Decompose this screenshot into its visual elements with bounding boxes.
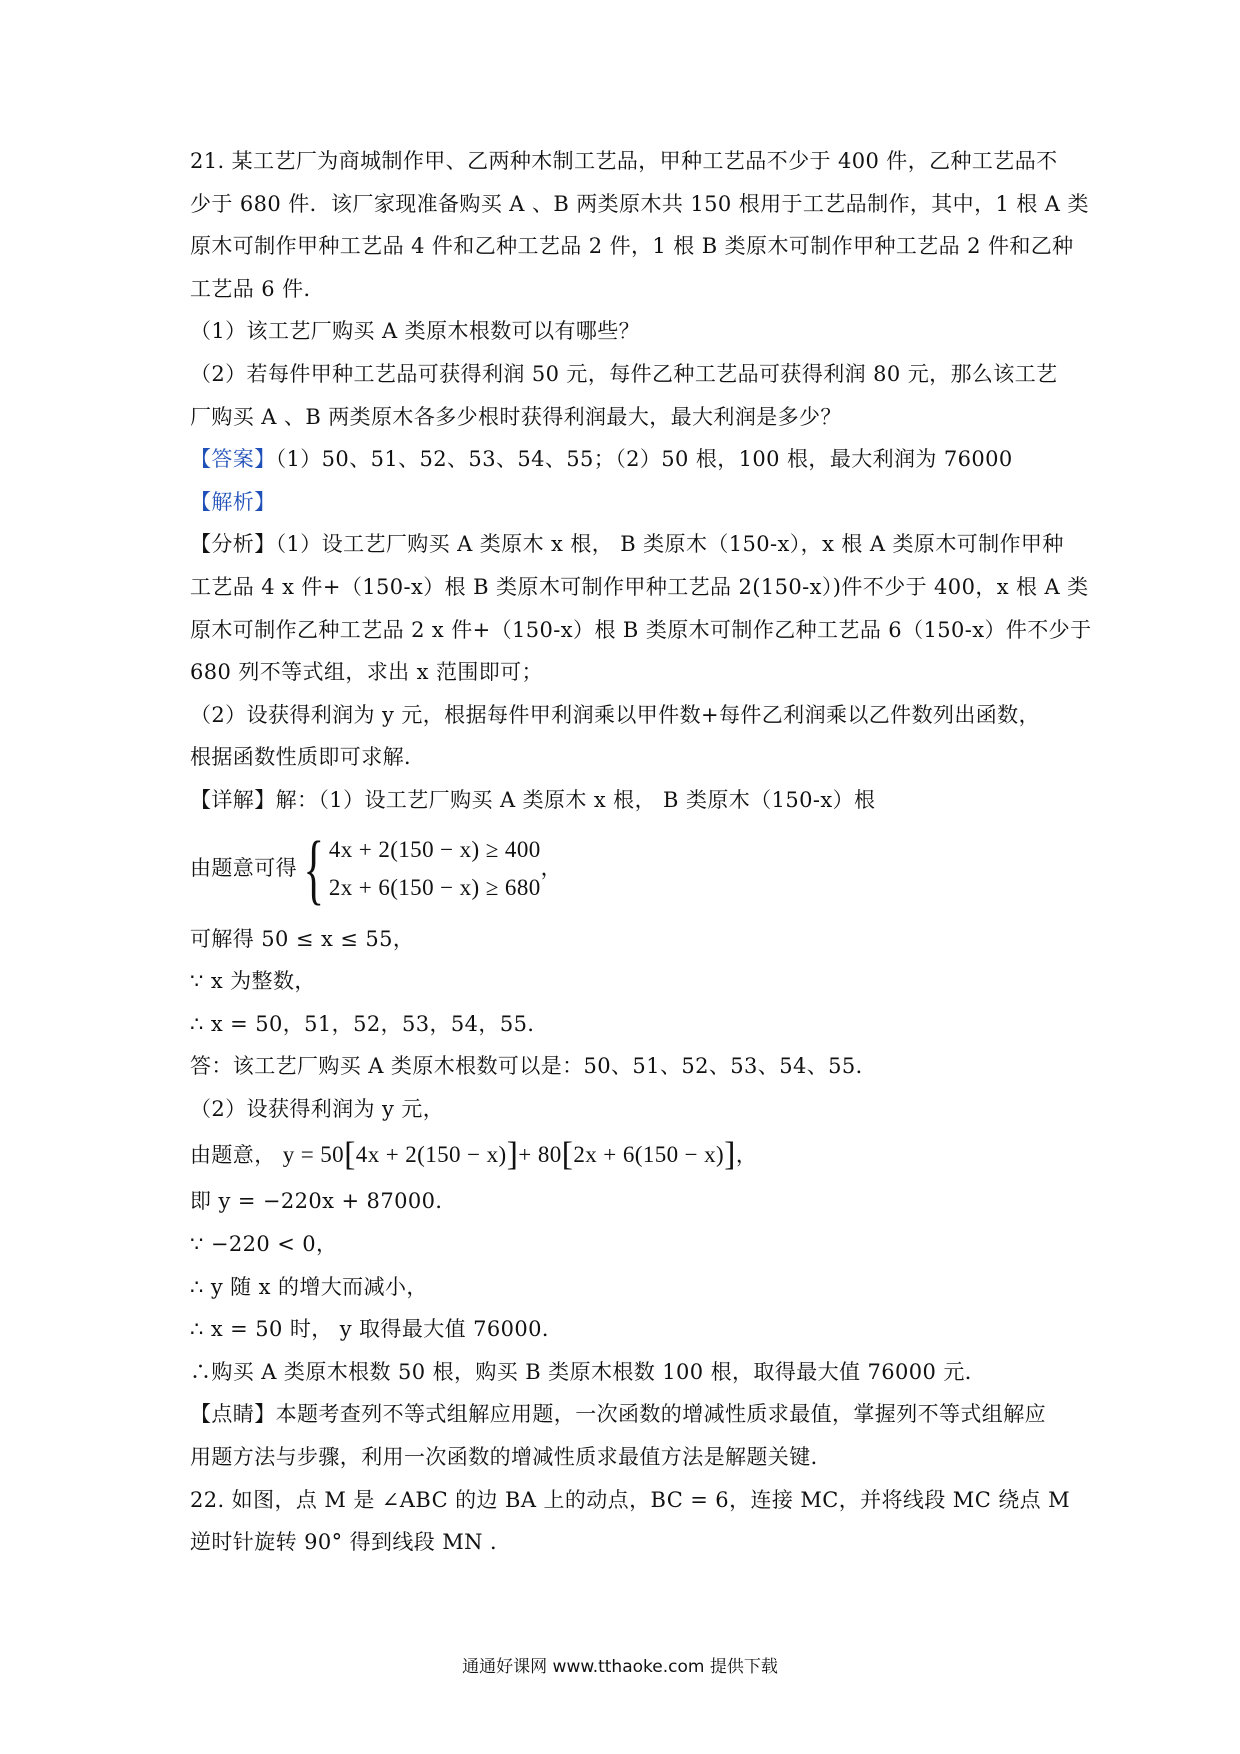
result-line-1: 即 y = −220x + 87000． (190, 1189, 457, 1214)
dianjing-line-2: 用题方法与步骤，利用一次函数的增减性质求最值方法是解题关键． (190, 1445, 832, 1470)
profit-prefix: 由题意， (190, 1143, 276, 1168)
fenxi-line-3: 原木可制作乙种工艺品 2 x 件+（150-x）根 B 类原木可制作乙种工艺品 6（150-x）件不少于 (190, 617, 1092, 642)
content-area (190, 140, 1092, 1564)
analysis-line (190, 481, 1060, 524)
profit-y: y = 50 (282, 1142, 345, 1168)
profit-suffix: ， (735, 1143, 758, 1168)
profit-function-line (190, 1130, 1060, 1180)
system-suffix: ， (540, 856, 563, 881)
q21-part2-line-2: 厂购买 A 、B 两类原木各多少根时获得利润最大，最大利润是多少？ (190, 404, 842, 429)
solve-line-2: ∵ x 为整数， (190, 969, 316, 994)
page-footer: 通通好课网 www.tthaoke.com 提供下载 (462, 1657, 778, 1677)
solve-line-5: （2）设获得利润为 y 元， (190, 1096, 445, 1121)
profit-mid: + 80 (518, 1142, 562, 1168)
xiangjie-line (190, 779, 1060, 822)
q21-stem-line-1: 21. 某工艺厂为商城制作甲、乙两种木制工艺品，甲种工艺品不少于 400 件，乙种工艺品不 (190, 149, 1058, 173)
dianjing-text-1: 本题考查列不等式组解应用题，一次函数的增减性质求最值，掌握列不等式组解应 (275, 1402, 1047, 1427)
analysis-tag: 【解析】 (190, 489, 276, 514)
dianjing-tag: 【点睛】 (190, 1402, 276, 1427)
system-eq-1: 4x + 2(150 − x) ≥ 400 (328, 836, 541, 862)
xiangjie-tag: 【详解】 (190, 787, 276, 812)
q21-stem-line-3: 原木可制作甲种工艺品 4 件和乙种工艺品 2 件，1 根 B 类原木可制作甲种工艺品 2 件和乙种 (190, 234, 1074, 259)
system-equations (329, 831, 541, 907)
q22-line-2: 逆时针旋转 90° 得到线段 MN ． (190, 1530, 512, 1555)
result-line-5: ∴购买 A 类原木根数 50 根，购买 B 类原木根数 100 根，取得最大值 76000 元． (190, 1359, 987, 1384)
solve-line-3: ∴ x = 50，51，52，53，54，55． (190, 1011, 549, 1036)
inequality-system (190, 824, 1060, 914)
q21-stem-line-2: 少于 680 件．该厂家现准备购买 A 、B 两类原木共 150 根用于工艺品制作，其中，1 根 A 类 (190, 191, 1089, 216)
result-line-4: ∴ x = 50 时， y 取得最大值 76000． (190, 1317, 564, 1342)
q21-part1: （1）该工艺厂购买 A 类原木根数可以有哪些？ (190, 319, 641, 344)
right-bracket-2: ] (724, 1136, 736, 1174)
solve-line-1: 可解得 50 ≤ x ≤ 55， (190, 926, 415, 951)
fenxi-line-6: 根据函数性质即可求解． (190, 745, 426, 770)
fenxi-line-5: （2）设获得利润为 y 元，根据每件甲利润乘以甲件数+每件乙利润乘以乙件数列出函数， (190, 702, 1040, 727)
solve-line-4: 答：该工艺厂购买 A 类原木根数可以是：50、51、52、53、54、55． (190, 1054, 878, 1079)
left-brace: { (303, 824, 325, 912)
answer-tag: 【答案】 (190, 447, 276, 472)
fenxi-line-1 (190, 523, 1064, 566)
xiangjie-text: 解：（1）设工艺厂购买 A 类原木 x 根， B 类原木（150-x）根 (275, 787, 876, 812)
right-bracket-1: ] (506, 1136, 519, 1174)
fenxi-line-2: 工艺品 4 x 件+（150-x）根 B 类原木可制作甲种工艺品 2(150-x）)件不少于 400，x 根 A 类 (190, 574, 1089, 599)
fenxi-line-4: 680 列不等式组，求出 x 范围即可； (190, 660, 543, 685)
q21-part2-line-1: （2）若每件甲种工艺品可获得利润 50 元，每件乙种工艺品可获得利润 80 元，那么该工艺 (190, 361, 1058, 386)
q21-stem-line-4: 工艺品 6 件． (190, 276, 325, 301)
answer-line (190, 438, 1060, 481)
profit-bracket-1: 4x + 2(150 − x) (355, 1142, 507, 1168)
left-bracket-2: [ (561, 1136, 574, 1174)
result-line-2: ∵ −220 < 0， (190, 1232, 338, 1257)
q22-line-1: 22. 如图，点 M 是 ∠ABC 的边 BA 上的动点，BC = 6，连接 MC，并将线段 MC 绕点 M (190, 1487, 1071, 1512)
system-prefix: 由题意可得 (190, 856, 297, 881)
fenxi-tag: 【分析】 (190, 532, 276, 557)
result-line-3: ∴ y 随 x 的增大而减小， (190, 1274, 428, 1299)
fenxi-text-1: （1）设工艺厂购买 A 类原木 x 根， B 类原木（150-x），x 根 A 类原木可制作甲种 (275, 532, 1064, 557)
dianjing-line-1 (190, 1393, 1060, 1436)
left-bracket-1: [ (344, 1136, 356, 1174)
profit-bracket-2: 2x + 6(150 − x) (573, 1142, 725, 1168)
answer-text: （1）50、51、52、53、54、55；（2）50 根，100 根，最大利润为 76000 (275, 447, 1013, 472)
system-eq-2: 2x + 6(150 − x) ≥ 680 (328, 874, 541, 900)
